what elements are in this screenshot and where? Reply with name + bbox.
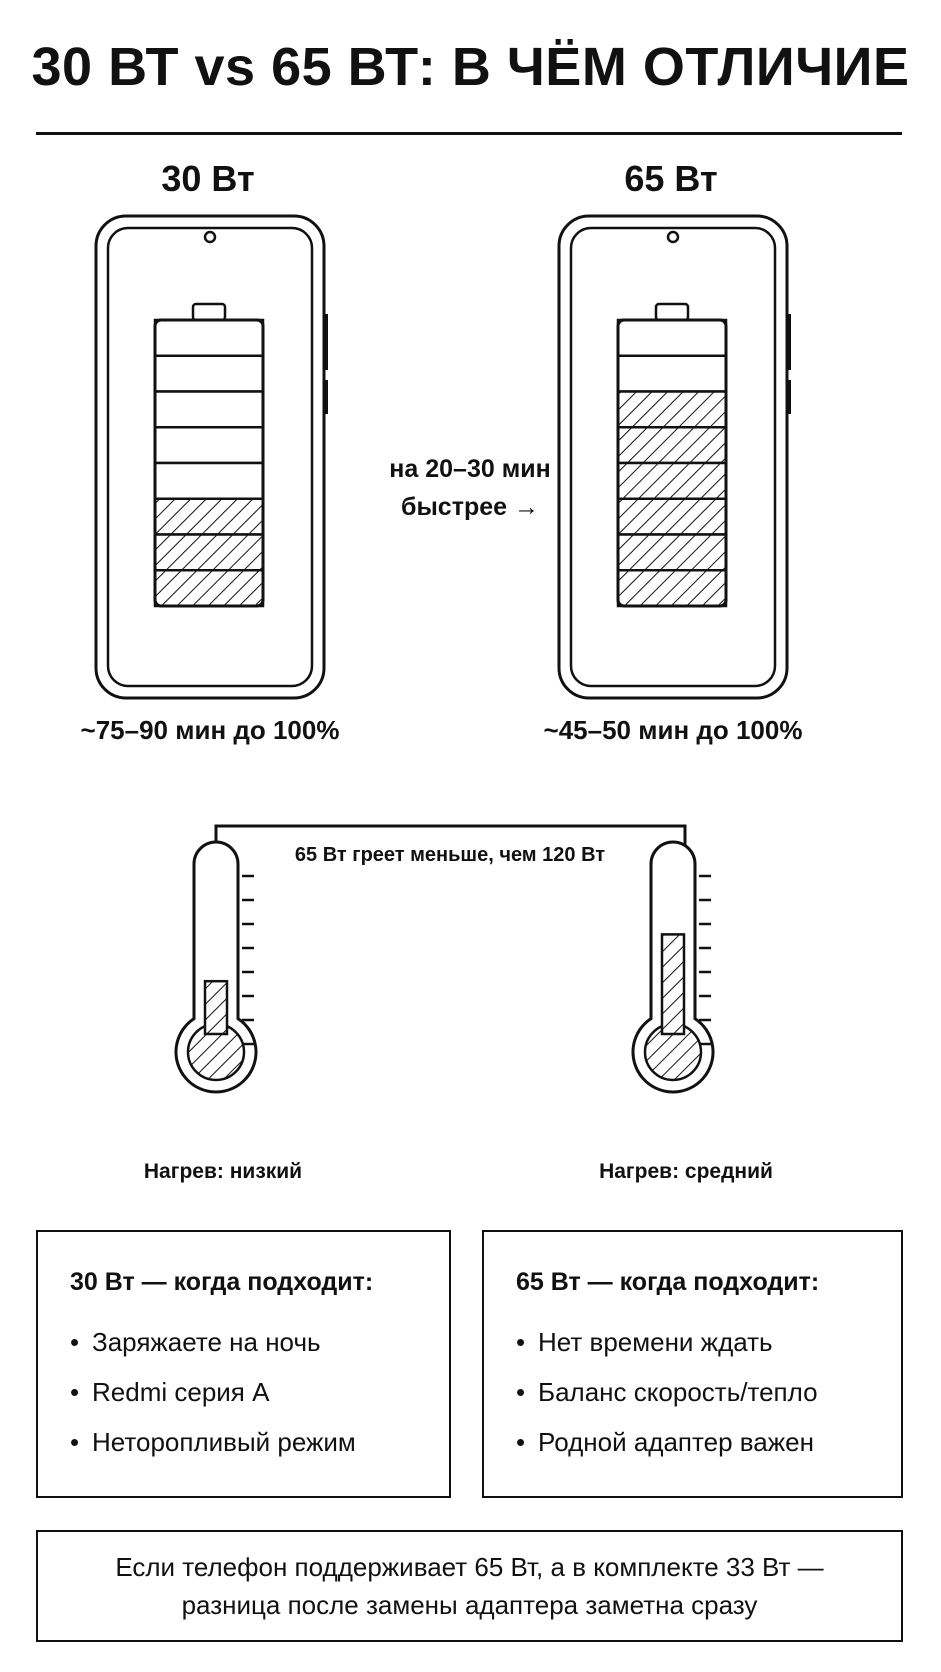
battery-segment-empty: [155, 463, 263, 499]
box-30w-title: 30 Вт — когда подходит:: [70, 1268, 374, 1296]
box-65w-list: [516, 1317, 869, 1467]
list-item: • Неторопливый режим: [70, 1427, 356, 1457]
box-30w-list: [70, 1317, 417, 1467]
battery-segment-filled: [618, 463, 726, 499]
phone-65w-illustration: [553, 210, 803, 710]
box-30w-use-cases: [36, 1230, 451, 1498]
battery-segment-filled: [155, 535, 263, 571]
heat-label-30w: Нагрев: низкий: [143, 1160, 303, 1183]
battery-segment-empty: [618, 356, 726, 392]
list-item: • Заряжаете на ночь: [70, 1327, 321, 1357]
battery-segment-filled: [618, 392, 726, 428]
heat-label-65w: Нагрев: средний: [599, 1160, 773, 1183]
heat-note: 65 Вт греет меньше, чем 120 Вт: [270, 838, 630, 872]
battery-cap: [656, 304, 688, 320]
thermometer-65w-icon: [633, 842, 713, 1092]
faster-line-1: на 20–30 мин: [389, 455, 551, 483]
thermometer-level: [205, 981, 227, 1034]
battery-segment-empty: [155, 356, 263, 392]
footer-line-2: разница после замены адаптера заметна сразу: [181, 1590, 758, 1620]
battery-segment-empty: [155, 320, 263, 356]
battery-segment-filled: [155, 570, 263, 606]
faster-annotation: [365, 450, 575, 526]
battery-segment-filled: [618, 570, 726, 606]
heading-30w: 30 Вт: [161, 158, 255, 199]
battery-segment-filled: [155, 499, 263, 535]
page-title: 30 ВТ vs 65 ВТ: В ЧЁМ ОТЛИЧИЕ: [31, 37, 910, 97]
list-item: • Нет времени ждать: [516, 1327, 773, 1357]
heading-65w: 65 Вт: [624, 158, 718, 199]
list-item: • Родной адаптер важен: [516, 1427, 814, 1457]
box-65w-title: 65 Вт — когда подходит:: [516, 1268, 820, 1296]
battery-segment-empty: [155, 427, 263, 463]
phone-30w-illustration: [90, 210, 340, 710]
battery-65w-icon: [618, 304, 726, 606]
battery-segment-filled: [618, 535, 726, 571]
footer-note: [36, 1530, 903, 1642]
list-item: • Баланс скорость/тепло: [516, 1377, 818, 1407]
faster-line-2: быстрее →: [401, 493, 539, 521]
footer-line-1: Если телефон поддерживает 65 Вт, а в комплекте 33 Вт —: [115, 1552, 824, 1582]
list-item: • Redmi серия A: [70, 1377, 270, 1407]
box-65w-use-cases: [482, 1230, 903, 1498]
battery-cap: [193, 304, 225, 320]
thermometer-level: [662, 934, 684, 1034]
charge-time-65w: ~45–50 мин до 100%: [543, 715, 803, 745]
title-divider: [36, 132, 902, 135]
charge-time-30w: ~75–90 мин до 100%: [80, 715, 340, 745]
battery-segment-empty: [155, 392, 263, 428]
thermometer-30w-icon: [176, 842, 256, 1092]
battery-segment-empty: [618, 320, 726, 356]
battery-segment-filled: [618, 499, 726, 535]
battery-30w-icon: [155, 304, 263, 606]
battery-segment-filled: [618, 427, 726, 463]
